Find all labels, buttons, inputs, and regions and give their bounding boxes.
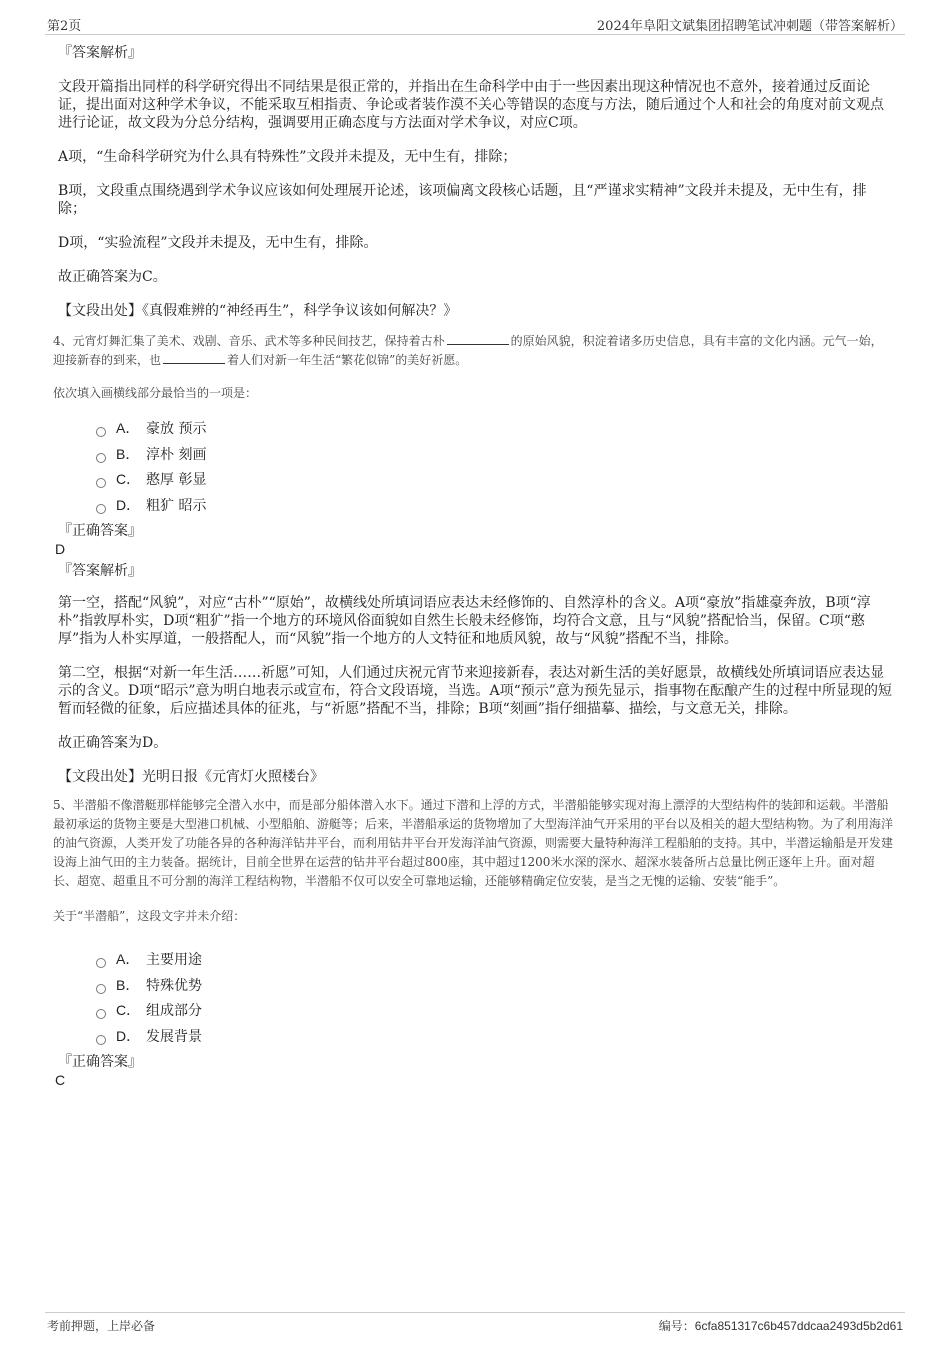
radio-icon[interactable]: [96, 504, 106, 514]
question-4-text: 4、元宵灯舞汇集了美术、戏剧、音乐、武术等多种民间技艺，保持着古朴 的原始风貌，积淀着诸多历史信息，具有丰富的文化内涵。元气一始，迎接新春的到来，也 着人们对新一年生活“繁花似锦”的美好祈愿。: [53, 334, 883, 367]
correct-answer-label: 『正确答案』: [58, 523, 142, 539]
question-5-options: [96, 947, 894, 1049]
analysis-paragraph: 第一空，搭配“风貌”，对应“古朴”“原始”，故横线处所填词语应表达未经修饰的、自然淳朴的含义。A项“豪放”指雄豪奔放，B项“淳朴”指敦厚朴实，D项“粗犷”指一个地方的环境风俗面貌如自然生长般未经修饰，均符合文意，且与“风貌”搭配恰当，保留。C项“憨厚”指为人朴实厚道，一般搭配人，而“风貌”指一个地方的人文特征和地质风貌，故与“风貌”搭配不当，排除。: [58, 595, 871, 647]
analysis-conclusion: 故正确答案为D。: [58, 735, 168, 751]
option-b[interactable]: B． 淳朴 刻画: [96, 442, 894, 468]
option-c[interactable]: C． 组成部分: [96, 998, 894, 1024]
question-4-prompt: 依次填入画横线部分最恰当的一项是：: [53, 386, 258, 400]
question-5-text: 5、半潜船不像潜艇那样能够完全潜入水中，而是部分船体潜入水下。通过下潜和上浮的方式，半潜船能够实现对海上漂浮的大型结构件的装卸和运载。半潜船最初承运的货物主要是大型港口机械、小型船舶、游艇等；后来，半潜船承运的货物增加了大型海洋油气开采用的平台以及相关的超大型结构物。为了利用海洋的油气资源，人类开发了功能各异的各种海洋钻井平台，而利用钻井平台开发海洋油气资源，则需要大量特种海洋工程船舶的支持。其中，半潜运输船是开发建设海上油气田的主力装备。据统计，目前全世界在运营的钻井平台超过800座，其中超过1200米水深的深水、超深水装备所占总量比例正逐年上升。面对超长、超宽、超重且不可分割的海洋工程结构物，半潜船不仅可以安全可靠地运输，还能够精确定位安装，是当之无愧的运输、安装“能手”。: [53, 798, 894, 888]
page-header: [45, 12, 905, 35]
radio-icon[interactable]: [96, 958, 106, 968]
text-source: 【文段出处】光明日报《元宵灯火照楼台》: [58, 769, 324, 785]
question-4-options: [96, 416, 894, 518]
analysis-paragraph: 第二空，根据“对新一年生活……祈愿”可知，人们通过庆祝元宵节来迎接新春，表达对新生活的美好愿景，故横线处所填词语应表达显示的含义。D项“昭示”意为明白地表示或宣布，符合文段语境，当选。A项“预示”意为预先显示，指事物在酝酿产生的过程中所显现的短暂而轻微的征象，后应描述具体的征兆，与“祈愿”搭配不当，排除；B项“刻画”指仔细描摹、描绘，与文意无关，排除。: [58, 665, 892, 717]
answer-analysis-label: 『答案解析』: [58, 563, 142, 579]
correct-answer-label: 『正确答案』: [58, 1054, 142, 1070]
option-b[interactable]: B． 特殊优势: [96, 973, 894, 999]
analysis-option-b: B项，文段重点围绕遇到学术争议应该如何处理展开论述，该项偏离文段核心话题，且“严谨求实精神”文段并未提及，无中生有，排除；: [58, 183, 867, 217]
answer-analysis-label: 『答案解析』: [58, 45, 142, 61]
radio-icon[interactable]: [96, 1009, 106, 1019]
document-title: 2024年阜阳文斌集团招聘笔试冲刺题（带答案解析）: [596, 19, 903, 34]
option-a[interactable]: A． 主要用途: [96, 947, 894, 973]
document-id: 编号：6cfa851317c6b457ddcaa2493d5b2d61: [658, 1319, 903, 1333]
analysis-option-a: A项，“生命科学研究为什么具有特殊性”文段并未提及，无中生有，排除；: [58, 149, 517, 165]
radio-icon[interactable]: [96, 1035, 106, 1045]
option-d[interactable]: D． 粗犷 昭示: [96, 493, 894, 519]
option-d[interactable]: D． 发展背景: [96, 1024, 894, 1050]
analysis-conclusion: 故正确答案为C。: [58, 269, 167, 285]
fill-blank: [447, 332, 509, 345]
correct-answer: D: [55, 541, 66, 557]
radio-icon[interactable]: [96, 984, 106, 994]
page-footer: [45, 1312, 905, 1335]
text-source: 【文段出处】《真假难辨的“神经再生”，科学争议该如何解决？》: [58, 303, 458, 319]
analysis-paragraph: 文段开篇指出同样的科学研究得出不同结果是很正常的，并指出在生命科学中由于一些因素出现这种情况也不意外，接着通过反面论证，提出面对这种学术争议，不能采取互相指责、争论或者装作漠不关心等错误的态度与方法，随后通过个人和社会的角度对前文观点进行论证，故文段为分总分结构，强调要用正确态度与方法面对学术争议，对应C项。: [58, 79, 884, 131]
footer-slogan: 考前押题，上岸必备: [47, 1319, 156, 1333]
option-a[interactable]: A． 豪放 预示: [96, 416, 894, 442]
main-content: [53, 44, 894, 1091]
fill-blank: [163, 351, 225, 364]
radio-icon[interactable]: [96, 453, 106, 463]
question-5-prompt: 关于“半潜船”，这段文字并未介绍：: [53, 909, 246, 923]
radio-icon[interactable]: [96, 427, 106, 437]
analysis-option-d: D项，“实验流程”文段并未提及，无中生有，排除。: [58, 235, 378, 251]
page-number: 第2页: [47, 19, 82, 34]
option-c[interactable]: C． 憨厚 彰显: [96, 467, 894, 493]
radio-icon[interactable]: [96, 478, 106, 488]
correct-answer: C: [55, 1072, 66, 1088]
